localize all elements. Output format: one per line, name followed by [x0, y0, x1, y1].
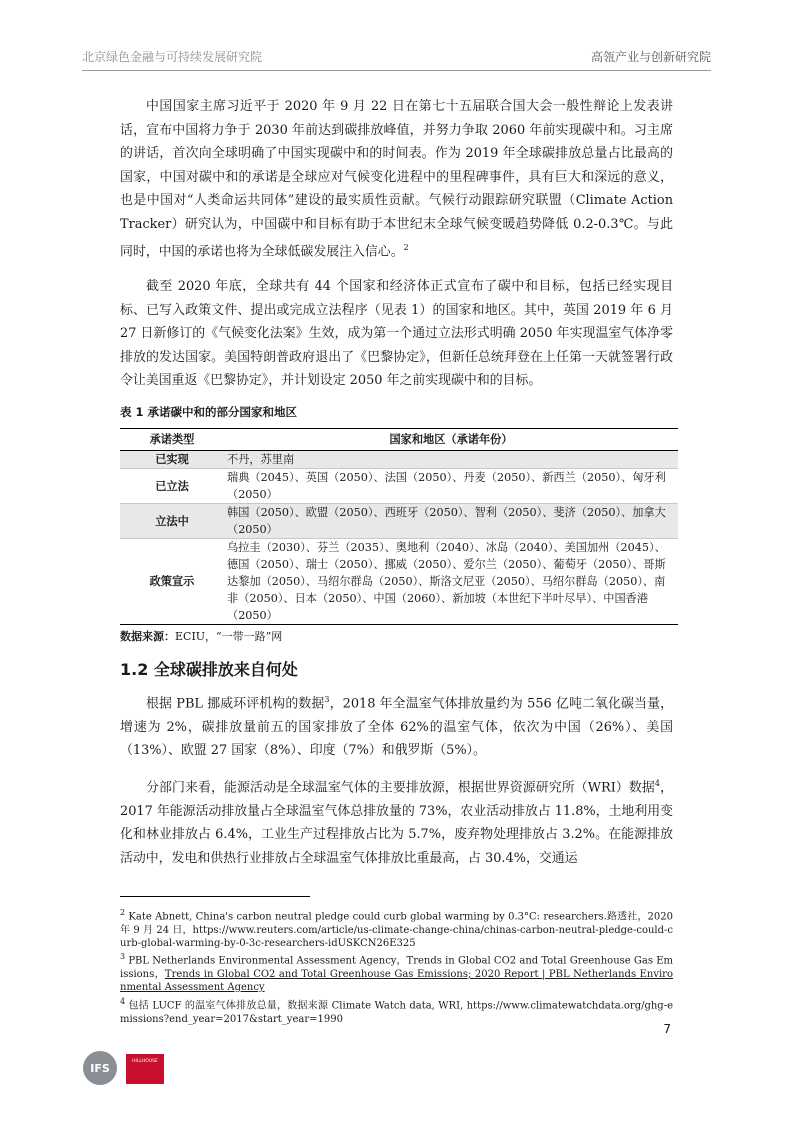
paragraph-4-text-b: ，2017 年能源活动排放量占全球温室气体总排放量的 73%，农业活动排放占 11.8%，土地利用变化和林业排放占 6.4%，工业生产过程排放占比为 5.7%，废弃物处理排放占 3.2%。在能源排放活动中，发电和供热行业排放占全球温室气体排放比重最高，占 30.4%，交通运	[120, 780, 674, 866]
hillhouse-logo-text: HILLHOUSE	[132, 1059, 158, 1064]
footnote-number: 2	[120, 908, 126, 917]
footnote-text[interactable]: 包括 LUCF 的温室气体排放总量，数据来源 Climate Watch data, WRI, https://www.climatewatchdata.org/ghg-emissions?end_year=2017&start_year=1990	[120, 1000, 673, 1025]
column-header-type: 承诺类型	[120, 429, 224, 451]
footnote-number: 4	[120, 997, 126, 1006]
footnote-link[interactable]: Trends in Global CO2 and Total Greenhouse Gas Emissions; 2020 Report | PBL Netherlands Environmental Assessment Agency	[120, 968, 673, 993]
footnote-text: PBL Netherlands Environmental Assessment Agency，Trends in Global CO2 and Total Greenhouse Gas Emissions，	[120, 955, 673, 980]
paragraph-3-text-b: ，2018 年全温室气体排放量约为 556 亿吨二氧化碳当量，增速为 2%，碳排放量前五的国家排放了全体 62%的温室气体，依次为中国（26%）、美国（13%）、欧盟 27 国家（8%）、印度（7%）和俄罗斯（5%）。	[120, 696, 674, 759]
row-type: 政策宣示	[120, 539, 224, 625]
footnote-2	[120, 906, 673, 950]
row-type: 已实现	[120, 451, 224, 469]
footnote-ref-2[interactable]: 2	[403, 243, 409, 252]
row-countries: 瑞典（2045）、英国（2050）、法国（2050）、丹麦（2050）、新西兰（2050）、匈牙利（2050）	[224, 469, 678, 504]
source-text: ECIU，“一带一路”网	[175, 630, 283, 643]
table-header-row	[120, 429, 678, 451]
column-header-countries: 国家和地区（承诺年份）	[224, 429, 678, 451]
row-type: 立法中	[120, 504, 224, 539]
footnote-4	[120, 995, 673, 1026]
section-number: 1.2	[120, 660, 149, 679]
section-title: 全球碳排放来自何处	[153, 660, 298, 679]
row-type: 已立法	[120, 469, 224, 504]
footnote-ref-3[interactable]: 3	[324, 695, 330, 704]
header-left-title: 北京绿色金融与可持续发展研究院	[82, 50, 263, 64]
section-heading	[120, 657, 298, 680]
row-countries: 韩国（2050）、欧盟（2050）、西班牙（2050）、智利（2050）、斐济（2050）、加拿大（2050）	[224, 504, 678, 539]
ifs-logo-text: IFS	[90, 1062, 110, 1075]
paragraph-4	[120, 772, 673, 870]
footnote-text[interactable]: Kate Abnett, China's carbon neutral pledge could curb global warming by 0.3°C: researchers.路透社，2020 年 9 月 24 日，https://www.reuters.com/article/us-climate-change-china/chinas-carbon-neutral-pledge-could-curb-global-warming-by-0-3c-researchers-idUSKCN26E325	[120, 911, 673, 949]
table-source	[120, 628, 282, 644]
paragraph-1-text: 中国国家主席习近平于 2020 年 9 月 22 日在第七十五届联合国大会一般性辩论上发表讲话，宣布中国将力争于 2030 年前达到碳排放峰值，并努力争取 2060 年前实现碳中和。习主席的讲话，首次向全球明确了中国实现碳中和的时间表。作为 2019 年全球碳排放总量占比最高的国家，中国对碳中和的承诺是全球应对气候变化进程中的里程碑事件，具有巨大和深远的意义，也是中国对“人类命运共同体”建设的最实质性贡献。气候行动跟踪研究联盟（Climate Action Tracker）研究认为，中国碳中和目标有助于本世纪末全球气候变暖趋势降低 0.2-0.3℃。与此同时，中国的承诺也将为全球低碳发展注入信心。	[120, 99, 673, 260]
paragraph-3	[120, 688, 673, 763]
page-header	[82, 44, 711, 71]
page-number: 7	[663, 1022, 671, 1036]
row-countries: 乌拉圭（2030）、芬兰（2035）、奥地利（2040）、冰岛（2040）、美国加州（2045）、德国（2050）、瑞士（2050）、挪威（2050）、爱尔兰（2050）、葡萄牙（2050）、哥斯达黎加（2050）、马绍尔群岛（2050）、斯洛文尼亚（2050）、马绍尔群岛（2050）、南非（2050）、日本（2050）、中国（2060）、新加坡（本世纪下半叶尽早）、中国香港（2050）	[224, 539, 678, 625]
footnote-divider	[120, 896, 310, 897]
footnote-3	[120, 950, 673, 994]
footnote-ref-4[interactable]: 4	[654, 779, 661, 788]
table-row	[120, 504, 678, 539]
ifs-hillhouse-logo	[82, 1050, 172, 1086]
table-caption: 表 1 承诺碳中和的部分国家和地区	[120, 405, 298, 419]
source-label: 数据来源：	[120, 630, 175, 643]
table-row	[120, 469, 678, 504]
paragraph-2: 截至 2020 年底，全球共有 44 个国家和经济体正式宣布了碳中和目标，包括已经实现目标、已写入政策文件、提出或完成立法程序（见表 1）的国家和地区。其中，英国 2019 年 6 月 27 日新修订的《气候变化法案》生效，成为第一个通过立法形式明确 2050 年实现温室气体净零排放的发达国家。美国特朗普政府退出了《巴黎协定》，但新任总统拜登在上任第一天就签署行政令让美国重返《巴黎协定》，并计划设定 2050 年之前实现碳中和的目标。	[120, 279, 673, 388]
header-right-title: 高瓴产业与创新研究院	[590, 50, 711, 64]
paragraph-4-text-a: 分部门来看，能源活动是全球温室气体的主要排放源，根据世界资源研究所（WRI）数据	[146, 780, 655, 796]
table-row	[120, 451, 678, 469]
paragraph-3-text-a: 根据 PBL 挪威环评机构的数据	[146, 696, 325, 712]
table-row	[120, 539, 678, 625]
paragraph-1	[120, 95, 673, 264]
row-countries: 不丹，苏里南	[224, 451, 678, 469]
footnote-number: 3	[120, 952, 126, 961]
commitment-table	[120, 428, 678, 625]
